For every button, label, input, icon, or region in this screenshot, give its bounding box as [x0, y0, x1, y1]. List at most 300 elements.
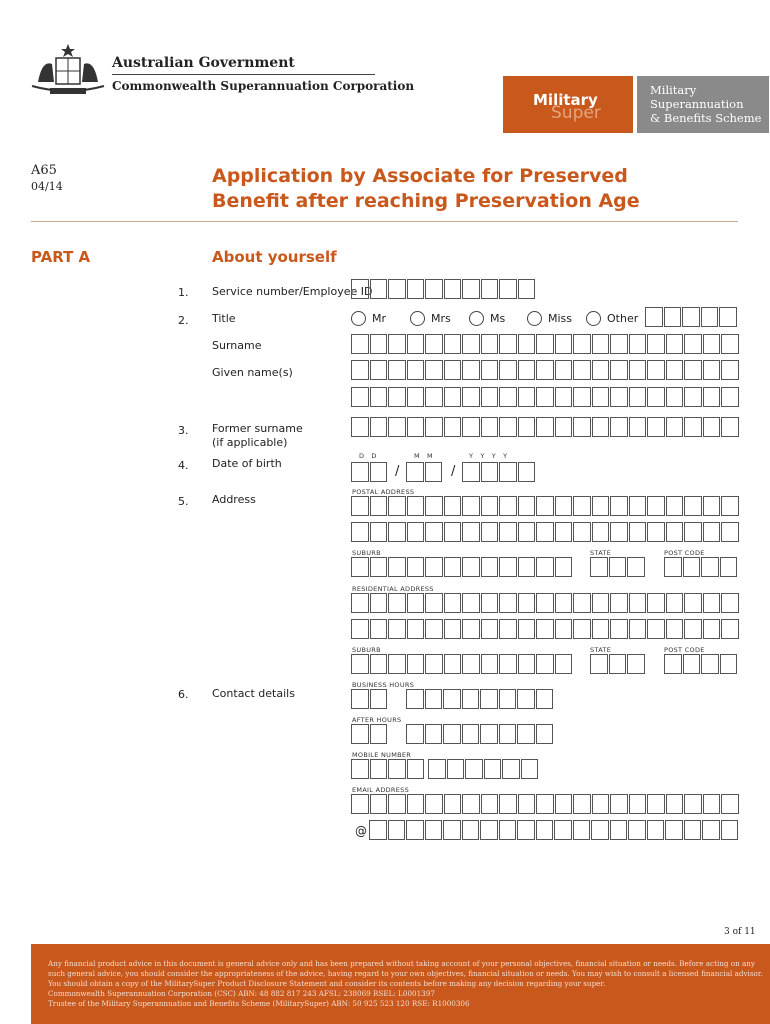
character-cell[interactable]: [406, 462, 424, 482]
character-cell[interactable]: [369, 820, 387, 840]
character-cell[interactable]: [481, 654, 499, 674]
character-cell[interactable]: [351, 417, 369, 437]
character-cell[interactable]: [647, 387, 665, 407]
character-cell[interactable]: [428, 759, 446, 779]
dob-year-field[interactable]: [462, 462, 536, 482]
character-cell[interactable]: [573, 387, 591, 407]
character-cell[interactable]: [664, 654, 682, 674]
character-cell[interactable]: [647, 593, 665, 613]
character-cell[interactable]: [518, 387, 536, 407]
character-cell[interactable]: [407, 619, 425, 639]
character-cell[interactable]: [518, 462, 536, 482]
character-cell[interactable]: [481, 557, 499, 577]
character-cell[interactable]: [425, 820, 443, 840]
character-cell[interactable]: [484, 759, 502, 779]
character-cell[interactable]: [407, 387, 425, 407]
character-cell[interactable]: [407, 557, 425, 577]
character-cell[interactable]: [536, 417, 554, 437]
character-cell[interactable]: [703, 496, 721, 516]
residential-address-field-2[interactable]: [351, 619, 740, 639]
character-cell[interactable]: [499, 462, 517, 482]
character-cell[interactable]: [370, 334, 388, 354]
character-cell[interactable]: [666, 360, 684, 380]
character-cell[interactable]: [370, 794, 388, 814]
character-cell[interactable]: [701, 557, 719, 577]
residential-postcode-field[interactable]: [664, 654, 738, 674]
postal-suburb-field[interactable]: [351, 557, 573, 577]
character-cell[interactable]: [407, 279, 425, 299]
character-cell[interactable]: [682, 307, 700, 327]
character-cell[interactable]: [666, 387, 684, 407]
character-cell[interactable]: [370, 462, 388, 482]
character-cell[interactable]: [444, 654, 462, 674]
character-cell[interactable]: [684, 619, 702, 639]
character-cell[interactable]: [388, 279, 406, 299]
character-cell[interactable]: [518, 794, 536, 814]
character-cell[interactable]: [664, 557, 682, 577]
postal-address-field-2[interactable]: [351, 522, 740, 542]
character-cell[interactable]: [703, 417, 721, 437]
character-cell[interactable]: [462, 417, 480, 437]
character-cell[interactable]: [351, 619, 369, 639]
character-cell[interactable]: [388, 619, 406, 639]
character-cell[interactable]: [351, 522, 369, 542]
character-cell[interactable]: [610, 820, 628, 840]
character-cell[interactable]: [481, 360, 499, 380]
email-field-1[interactable]: [351, 794, 740, 814]
character-cell[interactable]: [590, 557, 608, 577]
radio-mrs[interactable]: Mrs: [410, 311, 451, 326]
character-cell[interactable]: [351, 689, 369, 709]
character-cell[interactable]: [517, 724, 535, 744]
radio-miss[interactable]: Miss: [527, 311, 572, 326]
character-cell[interactable]: [610, 522, 628, 542]
character-cell[interactable]: [629, 496, 647, 516]
business-areacode-field[interactable]: [351, 689, 388, 709]
character-cell[interactable]: [703, 794, 721, 814]
character-cell[interactable]: [481, 619, 499, 639]
character-cell[interactable]: [499, 417, 517, 437]
surname-field[interactable]: [351, 334, 740, 354]
former-surname-field[interactable]: [351, 417, 740, 437]
character-cell[interactable]: [481, 334, 499, 354]
character-cell[interactable]: [518, 496, 536, 516]
character-cell[interactable]: [444, 794, 462, 814]
character-cell[interactable]: [555, 557, 573, 577]
character-cell[interactable]: [702, 820, 720, 840]
character-cell[interactable]: [666, 417, 684, 437]
character-cell[interactable]: [666, 794, 684, 814]
character-cell[interactable]: [425, 462, 443, 482]
character-cell[interactable]: [684, 794, 702, 814]
character-cell[interactable]: [425, 557, 443, 577]
character-cell[interactable]: [388, 334, 406, 354]
character-cell[interactable]: [627, 654, 645, 674]
character-cell[interactable]: [443, 724, 461, 744]
character-cell[interactable]: [388, 360, 406, 380]
character-cell[interactable]: [666, 593, 684, 613]
character-cell[interactable]: [388, 557, 406, 577]
character-cell[interactable]: [610, 417, 628, 437]
character-cell[interactable]: [647, 360, 665, 380]
character-cell[interactable]: [462, 654, 480, 674]
character-cell[interactable]: [406, 820, 424, 840]
character-cell[interactable]: [573, 360, 591, 380]
character-cell[interactable]: [407, 593, 425, 613]
character-cell[interactable]: [701, 307, 719, 327]
character-cell[interactable]: [388, 759, 406, 779]
character-cell[interactable]: [629, 794, 647, 814]
character-cell[interactable]: [407, 334, 425, 354]
character-cell[interactable]: [351, 334, 369, 354]
character-cell[interactable]: [351, 557, 369, 577]
mobile-number-field[interactable]: [428, 759, 539, 779]
character-cell[interactable]: [518, 557, 536, 577]
character-cell[interactable]: [610, 387, 628, 407]
character-cell[interactable]: [536, 334, 554, 354]
character-cell[interactable]: [518, 654, 536, 674]
character-cell[interactable]: [684, 360, 702, 380]
character-cell[interactable]: [370, 496, 388, 516]
character-cell[interactable]: [684, 522, 702, 542]
character-cell[interactable]: [351, 794, 369, 814]
residential-address-field-1[interactable]: [351, 593, 740, 613]
character-cell[interactable]: [351, 496, 369, 516]
character-cell[interactable]: [370, 619, 388, 639]
character-cell[interactable]: [703, 360, 721, 380]
character-cell[interactable]: [719, 307, 737, 327]
character-cell[interactable]: [481, 279, 499, 299]
character-cell[interactable]: [444, 417, 462, 437]
character-cell[interactable]: [481, 522, 499, 542]
character-cell[interactable]: [609, 557, 627, 577]
character-cell[interactable]: [573, 820, 591, 840]
character-cell[interactable]: [518, 360, 536, 380]
character-cell[interactable]: [573, 417, 591, 437]
character-cell[interactable]: [388, 496, 406, 516]
character-cell[interactable]: [518, 619, 536, 639]
character-cell[interactable]: [518, 334, 536, 354]
character-cell[interactable]: [462, 820, 480, 840]
character-cell[interactable]: [370, 689, 388, 709]
character-cell[interactable]: [444, 522, 462, 542]
character-cell[interactable]: [645, 307, 663, 327]
character-cell[interactable]: [480, 689, 498, 709]
character-cell[interactable]: [592, 360, 610, 380]
character-cell[interactable]: [425, 496, 443, 516]
character-cell[interactable]: [573, 794, 591, 814]
character-cell[interactable]: [536, 593, 554, 613]
radio-other[interactable]: Other: [586, 311, 638, 326]
character-cell[interactable]: [721, 334, 739, 354]
character-cell[interactable]: [481, 794, 499, 814]
character-cell[interactable]: [388, 522, 406, 542]
character-cell[interactable]: [629, 417, 647, 437]
character-cell[interactable]: [665, 820, 683, 840]
character-cell[interactable]: [536, 820, 554, 840]
character-cell[interactable]: [555, 654, 573, 674]
character-cell[interactable]: [370, 557, 388, 577]
character-cell[interactable]: [388, 654, 406, 674]
given-names-field-2[interactable]: [351, 387, 740, 407]
character-cell[interactable]: [480, 724, 498, 744]
character-cell[interactable]: [388, 593, 406, 613]
character-cell[interactable]: [536, 522, 554, 542]
character-cell[interactable]: [536, 619, 554, 639]
character-cell[interactable]: [407, 654, 425, 674]
character-cell[interactable]: [555, 360, 573, 380]
character-cell[interactable]: [573, 334, 591, 354]
character-cell[interactable]: [444, 387, 462, 407]
character-cell[interactable]: [388, 417, 406, 437]
residential-suburb-field[interactable]: [351, 654, 573, 674]
character-cell[interactable]: [536, 794, 554, 814]
character-cell[interactable]: [370, 759, 388, 779]
character-cell[interactable]: [666, 496, 684, 516]
character-cell[interactable]: [425, 689, 443, 709]
character-cell[interactable]: [555, 417, 573, 437]
character-cell[interactable]: [465, 759, 483, 779]
character-cell[interactable]: [554, 820, 572, 840]
character-cell[interactable]: [370, 417, 388, 437]
character-cell[interactable]: [444, 593, 462, 613]
character-cell[interactable]: [425, 417, 443, 437]
character-cell[interactable]: [629, 522, 647, 542]
character-cell[interactable]: [462, 279, 480, 299]
character-cell[interactable]: [370, 387, 388, 407]
character-cell[interactable]: [425, 593, 443, 613]
character-cell[interactable]: [425, 360, 443, 380]
character-cell[interactable]: [666, 619, 684, 639]
character-cell[interactable]: [370, 522, 388, 542]
postal-state-field[interactable]: [590, 557, 646, 577]
character-cell[interactable]: [610, 496, 628, 516]
character-cell[interactable]: [701, 654, 719, 674]
residential-state-field[interactable]: [590, 654, 646, 674]
character-cell[interactable]: [536, 387, 554, 407]
character-cell[interactable]: [647, 417, 665, 437]
character-cell[interactable]: [370, 654, 388, 674]
character-cell[interactable]: [647, 334, 665, 354]
character-cell[interactable]: [518, 417, 536, 437]
character-cell[interactable]: [351, 724, 369, 744]
mobile-prefix-field[interactable]: [351, 759, 425, 779]
character-cell[interactable]: [684, 417, 702, 437]
character-cell[interactable]: [480, 820, 498, 840]
character-cell[interactable]: [573, 522, 591, 542]
character-cell[interactable]: [609, 654, 627, 674]
character-cell[interactable]: [721, 360, 739, 380]
character-cell[interactable]: [499, 724, 517, 744]
character-cell[interactable]: [703, 387, 721, 407]
character-cell[interactable]: [481, 496, 499, 516]
after-areacode-field[interactable]: [351, 724, 388, 744]
character-cell[interactable]: [462, 387, 480, 407]
character-cell[interactable]: [664, 307, 682, 327]
character-cell[interactable]: [388, 794, 406, 814]
character-cell[interactable]: [629, 334, 647, 354]
character-cell[interactable]: [666, 522, 684, 542]
character-cell[interactable]: [629, 387, 647, 407]
character-cell[interactable]: [536, 360, 554, 380]
character-cell[interactable]: [703, 334, 721, 354]
character-cell[interactable]: [425, 724, 443, 744]
character-cell[interactable]: [573, 496, 591, 516]
character-cell[interactable]: [536, 689, 554, 709]
character-cell[interactable]: [517, 820, 535, 840]
character-cell[interactable]: [499, 279, 517, 299]
character-cell[interactable]: [462, 593, 480, 613]
business-number-field[interactable]: [406, 689, 554, 709]
email-field-2[interactable]: [369, 820, 739, 840]
character-cell[interactable]: [647, 619, 665, 639]
character-cell[interactable]: [647, 522, 665, 542]
postal-postcode-field[interactable]: [664, 557, 738, 577]
character-cell[interactable]: [555, 794, 573, 814]
character-cell[interactable]: [499, 387, 517, 407]
character-cell[interactable]: [351, 279, 369, 299]
character-cell[interactable]: [443, 820, 461, 840]
character-cell[interactable]: [555, 593, 573, 613]
character-cell[interactable]: [518, 522, 536, 542]
character-cell[interactable]: [462, 557, 480, 577]
character-cell[interactable]: [444, 334, 462, 354]
character-cell[interactable]: [721, 522, 739, 542]
character-cell[interactable]: [444, 496, 462, 516]
character-cell[interactable]: [370, 724, 388, 744]
character-cell[interactable]: [351, 462, 369, 482]
character-cell[interactable]: [647, 820, 665, 840]
character-cell[interactable]: [462, 462, 480, 482]
character-cell[interactable]: [462, 360, 480, 380]
character-cell[interactable]: [351, 360, 369, 380]
character-cell[interactable]: [684, 820, 702, 840]
character-cell[interactable]: [703, 619, 721, 639]
character-cell[interactable]: [518, 593, 536, 613]
character-cell[interactable]: [444, 360, 462, 380]
character-cell[interactable]: [499, 794, 517, 814]
character-cell[interactable]: [610, 360, 628, 380]
character-cell[interactable]: [647, 496, 665, 516]
character-cell[interactable]: [573, 593, 591, 613]
character-cell[interactable]: [592, 496, 610, 516]
character-cell[interactable]: [555, 619, 573, 639]
character-cell[interactable]: [499, 496, 517, 516]
character-cell[interactable]: [592, 417, 610, 437]
character-cell[interactable]: [555, 496, 573, 516]
character-cell[interactable]: [388, 820, 406, 840]
character-cell[interactable]: [592, 619, 610, 639]
character-cell[interactable]: [721, 820, 739, 840]
character-cell[interactable]: [443, 689, 461, 709]
character-cell[interactable]: [351, 759, 369, 779]
character-cell[interactable]: [481, 462, 499, 482]
postal-address-field-1[interactable]: [351, 496, 740, 516]
character-cell[interactable]: [610, 619, 628, 639]
character-cell[interactable]: [720, 557, 738, 577]
character-cell[interactable]: [499, 654, 517, 674]
service-number-field[interactable]: [351, 279, 536, 299]
character-cell[interactable]: [610, 334, 628, 354]
character-cell[interactable]: [627, 557, 645, 577]
character-cell[interactable]: [407, 794, 425, 814]
character-cell[interactable]: [629, 360, 647, 380]
character-cell[interactable]: [499, 360, 517, 380]
character-cell[interactable]: [407, 360, 425, 380]
character-cell[interactable]: [444, 557, 462, 577]
character-cell[interactable]: [425, 794, 443, 814]
character-cell[interactable]: [629, 619, 647, 639]
character-cell[interactable]: [447, 759, 465, 779]
character-cell[interactable]: [462, 619, 480, 639]
character-cell[interactable]: [462, 724, 480, 744]
character-cell[interactable]: [351, 593, 369, 613]
character-cell[interactable]: [573, 619, 591, 639]
character-cell[interactable]: [592, 334, 610, 354]
character-cell[interactable]: [536, 557, 554, 577]
character-cell[interactable]: [502, 759, 520, 779]
character-cell[interactable]: [462, 522, 480, 542]
character-cell[interactable]: [683, 654, 701, 674]
character-cell[interactable]: [721, 387, 739, 407]
character-cell[interactable]: [425, 522, 443, 542]
character-cell[interactable]: [499, 334, 517, 354]
character-cell[interactable]: [592, 522, 610, 542]
character-cell[interactable]: [407, 496, 425, 516]
radio-mr[interactable]: Mr: [351, 311, 386, 326]
character-cell[interactable]: [499, 619, 517, 639]
character-cell[interactable]: [555, 334, 573, 354]
character-cell[interactable]: [721, 417, 739, 437]
character-cell[interactable]: [462, 794, 480, 814]
character-cell[interactable]: [647, 794, 665, 814]
character-cell[interactable]: [684, 593, 702, 613]
character-cell[interactable]: [407, 759, 425, 779]
character-cell[interactable]: [628, 820, 646, 840]
dob-day-field[interactable]: [351, 462, 388, 482]
character-cell[interactable]: [407, 417, 425, 437]
character-cell[interactable]: [592, 794, 610, 814]
title-other-field[interactable]: [645, 307, 738, 327]
character-cell[interactable]: [444, 619, 462, 639]
radio-ms[interactable]: Ms: [469, 311, 505, 326]
after-number-field[interactable]: [406, 724, 554, 744]
character-cell[interactable]: [517, 689, 535, 709]
character-cell[interactable]: [388, 387, 406, 407]
character-cell[interactable]: [462, 334, 480, 354]
character-cell[interactable]: [351, 387, 369, 407]
character-cell[interactable]: [590, 654, 608, 674]
character-cell[interactable]: [499, 689, 517, 709]
character-cell[interactable]: [406, 724, 424, 744]
character-cell[interactable]: [684, 334, 702, 354]
character-cell[interactable]: [499, 820, 517, 840]
character-cell[interactable]: [444, 279, 462, 299]
character-cell[interactable]: [536, 654, 554, 674]
character-cell[interactable]: [703, 593, 721, 613]
character-cell[interactable]: [703, 522, 721, 542]
character-cell[interactable]: [610, 593, 628, 613]
character-cell[interactable]: [610, 794, 628, 814]
dob-month-field[interactable]: [406, 462, 443, 482]
character-cell[interactable]: [370, 279, 388, 299]
character-cell[interactable]: [407, 522, 425, 542]
character-cell[interactable]: [481, 387, 499, 407]
character-cell[interactable]: [555, 387, 573, 407]
character-cell[interactable]: [555, 522, 573, 542]
character-cell[interactable]: [481, 417, 499, 437]
character-cell[interactable]: [721, 593, 739, 613]
